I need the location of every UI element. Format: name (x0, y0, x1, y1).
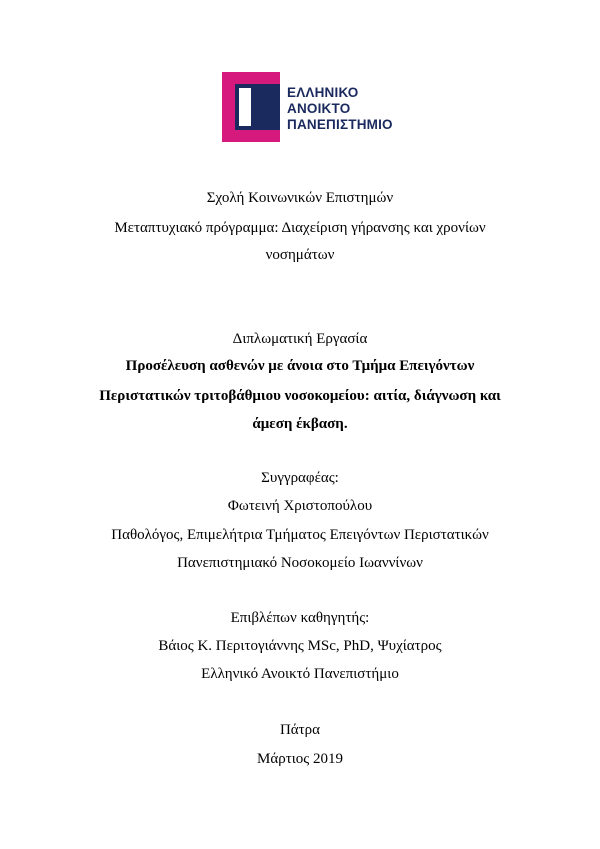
logo-line-2: ΑΝΟΙΚΤΟ (287, 101, 351, 116)
author-name: Φωτεινή Χριστοπούλου (227, 498, 373, 514)
program-line-1: Μεταπτυχιακό πρόγραμμα: Διαχείριση γήρανσης και χρονίων (114, 220, 486, 236)
logo-emblem-icon (222, 70, 284, 144)
thesis-title-line-2: Περιστατικών τριτοβάθμιου νοσοκομείου: αιτία, διάγνωση και (99, 388, 501, 404)
program-line-2: νοσημάτων (265, 247, 335, 263)
supervisor-label: Επιβλέπων καθηγητής: (230, 610, 370, 626)
thesis-type: Διπλωματική Εργασία (232, 331, 368, 347)
school-name: Σχολή Κοινωνικών Επιστημών (206, 190, 394, 206)
thesis-title-line-3: άμεση έκβαση. (252, 416, 348, 432)
author-affiliation: Πανεπιστημιακό Νοσοκομείο Ιωαννίνων (177, 555, 423, 571)
author-role: Παθολόγος, Επιμελήτρια Τμήματος Επειγόντων Περιστατικών (111, 527, 489, 543)
university-logo (222, 70, 402, 144)
thesis-title-line-1: Προσέλευση ασθενών με άνοια στο Τμήμα Επειγόντων (125, 358, 475, 374)
logo-line-1: ΕΛΛΗΝΙΚΟ (287, 85, 359, 100)
supervisor-affiliation: Ελληνικό Ανοικτό Πανεπιστήμιο (201, 666, 399, 682)
author-label: Συγγραφέας: (261, 470, 339, 486)
supervisor-name: Βάιος Κ. Περιτογιάννης MSc, PhD, Ψυχίατρος (158, 638, 442, 654)
date: Μάρτιος 2019 (257, 751, 343, 767)
logo-wordmark (287, 85, 393, 133)
logo-line-3: ΠΑΝΕΠΙΣΤΗΜΙΟ (287, 117, 393, 132)
city: Πάτρα (279, 722, 321, 738)
